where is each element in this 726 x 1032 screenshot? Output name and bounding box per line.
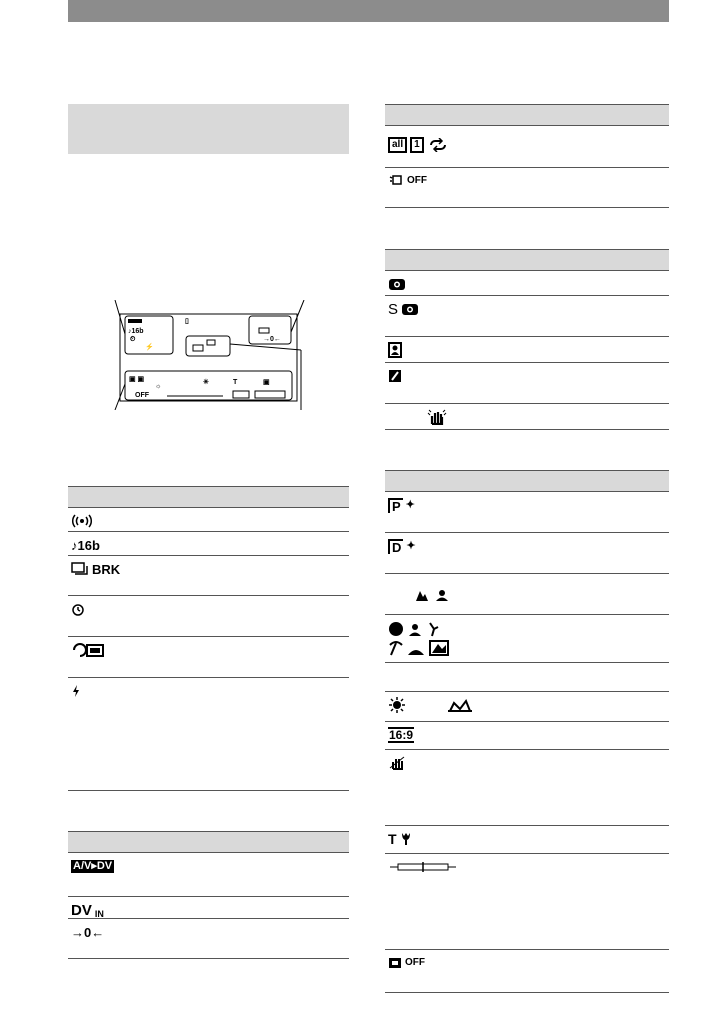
table-row	[68, 637, 349, 678]
small-box	[193, 345, 203, 351]
table-row	[385, 950, 669, 993]
table-row	[385, 615, 669, 663]
red-eye-s-icon: S	[388, 300, 419, 318]
table-row	[68, 853, 349, 897]
svg-text:→0←: →0←	[263, 336, 281, 343]
table-row	[385, 168, 669, 208]
repeat-icon	[427, 138, 449, 152]
self-timer-icon	[71, 600, 85, 618]
table-row	[385, 404, 669, 430]
table-header	[385, 249, 669, 271]
flash-label: ⚡	[145, 344, 154, 351]
shutter-icon	[388, 367, 402, 385]
table-row	[385, 750, 669, 826]
right-table-2	[385, 249, 669, 430]
table-header	[385, 470, 669, 492]
left-table-2	[68, 831, 349, 959]
red-eye-icon	[388, 275, 406, 293]
table-row	[385, 337, 669, 363]
audio-mode-icon: ♪16b	[71, 537, 100, 553]
burst-bracket-icon	[71, 560, 120, 578]
table-header	[68, 486, 349, 508]
table-row	[68, 678, 349, 791]
table-header	[68, 831, 349, 853]
svg-text:▣: ▣	[263, 379, 270, 386]
table-row	[68, 532, 349, 556]
svg-text:✳: ✳	[203, 379, 209, 386]
table-row	[385, 492, 669, 533]
wireless-icon	[71, 512, 93, 530]
table-row	[385, 533, 669, 574]
av-dv-icon: A/V▸DV	[73, 859, 113, 872]
callout-line	[230, 344, 301, 350]
timer-label: ⏲	[130, 336, 136, 343]
table-row	[385, 854, 669, 950]
right-table-3	[385, 470, 669, 993]
screen-frame	[120, 314, 297, 401]
table-row	[68, 596, 349, 637]
wide-16-9-icon: 16:9	[389, 728, 414, 742]
audio-mode-label: ♪16b	[128, 328, 144, 335]
bracket-label: BRK	[92, 561, 121, 577]
table-header	[385, 104, 669, 126]
right-table-1	[385, 104, 669, 208]
steadyshot-hand-icon	[427, 408, 447, 426]
tele-macro-icon: T	[388, 830, 412, 848]
interval-recording-icon	[71, 641, 107, 659]
table-row	[385, 271, 669, 296]
section-top-bar	[68, 0, 669, 22]
table-row	[385, 126, 669, 168]
zero-set-icon: →0←	[71, 924, 105, 940]
white-balance-icon	[388, 696, 472, 714]
left-table-1	[68, 486, 349, 791]
off-label: OFF	[135, 392, 149, 399]
landscape-portrait-icon	[415, 586, 451, 604]
scene-selection-icons	[388, 621, 452, 657]
digital-effect-d-icon: D ✦	[388, 537, 416, 555]
small-box	[207, 340, 215, 345]
light-off-icon: OFF	[388, 172, 427, 190]
table-row	[385, 826, 669, 854]
dv-in-icon: DV IN	[71, 901, 104, 919]
svg-text:T: T	[233, 379, 238, 386]
section-title-box	[68, 104, 349, 154]
small-box	[255, 391, 285, 398]
table-row	[385, 296, 669, 337]
svg-text:☼: ☼	[155, 383, 162, 390]
table-row	[68, 897, 349, 919]
small-mark: ▯	[185, 318, 189, 325]
table-row	[385, 363, 669, 404]
flash-icon	[71, 682, 81, 700]
portrait-frame-icon	[388, 341, 402, 359]
table-row	[68, 919, 349, 959]
table-row	[385, 574, 669, 615]
steadyshot-off-icon	[388, 754, 406, 772]
table-row	[68, 508, 349, 532]
table-row	[385, 663, 669, 692]
picture-effect-p-icon: P ✦	[388, 496, 415, 514]
table-row	[385, 722, 669, 750]
small-box	[259, 328, 269, 333]
table-row	[385, 692, 669, 722]
svg-text:▣ ▣: ▣ ▣	[129, 376, 145, 383]
slideshow-repeat-icons: all 1	[388, 136, 449, 154]
exposure-bar-icon	[388, 858, 458, 876]
lcd-screen-diagram	[105, 300, 310, 410]
table-row	[68, 556, 349, 596]
lcd-off-icon: OFF	[388, 954, 425, 972]
small-box	[233, 391, 249, 398]
